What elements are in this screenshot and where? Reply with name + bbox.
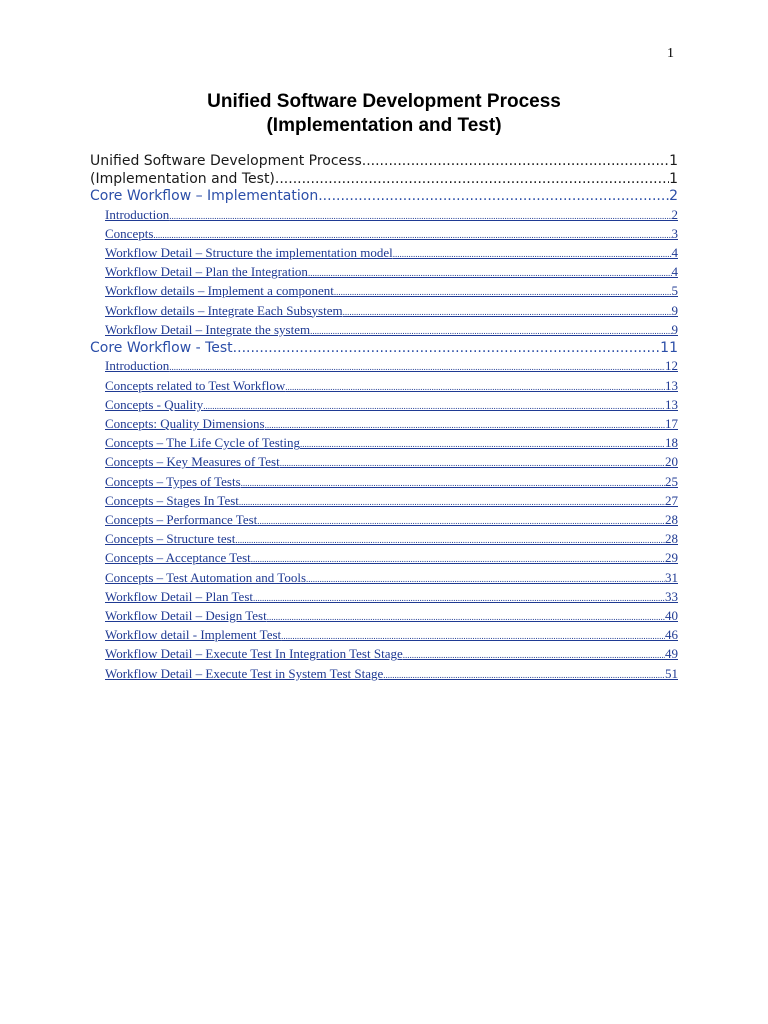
toc-entry-title: Concepts – Types of Tests (105, 473, 241, 489)
toc-entry-title: Workflow Detail – Execute Test in System Test Stage (105, 665, 384, 681)
toc-leader-dots (308, 265, 672, 282)
toc-entry-page: 11 (660, 339, 678, 356)
toc-entry-title: Workflow Detail – Structure the implementation model (105, 244, 393, 260)
toc-heading-entry (90, 171, 678, 189)
page-number: 1 (667, 46, 674, 61)
toc-entry-title: Concepts – Key Measures of Test (105, 454, 280, 470)
toc-entry[interactable] (105, 282, 678, 301)
toc-leader-dots (257, 513, 665, 530)
toc-entry-title: Concepts (105, 225, 154, 241)
toc-leader-dots (239, 494, 665, 511)
toc-entry-title: Workflow Detail – Plan the Integration (105, 264, 308, 280)
toc-leader-dots (318, 188, 669, 206)
toc-leader-dots (383, 667, 665, 684)
toc-leader-dots (235, 532, 665, 549)
toc-entry-page: 13 (665, 377, 678, 393)
toc-entry-page: 33 (665, 588, 678, 604)
toc-entry-title: Concepts – Test Automation and Tools (105, 569, 306, 585)
toc-entry-title: Workflow details – Integrate Each Subsystem (105, 302, 343, 318)
toc-entry-title: Core Workflow – Implementation (90, 188, 319, 204)
toc-entry[interactable] (105, 302, 678, 321)
toc-entry-page: 1 (669, 153, 678, 169)
toc-entry-page: 31 (665, 569, 678, 585)
toc-entry-page: 49 (665, 646, 678, 662)
toc-entry-page: 1 (669, 170, 678, 187)
toc-entry[interactable] (105, 530, 678, 549)
toc-leader-dots (241, 475, 665, 492)
title-line-1: Unified Software Development Process (207, 91, 561, 112)
toc-entry-title: (Implementation and Test) (90, 170, 275, 187)
toc-entry-title: Workflow details – Implement a component (105, 283, 334, 299)
toc-entry-page: 27 (665, 492, 678, 508)
toc-entry-title: Workflow detail - Implement Test (105, 627, 282, 643)
toc-entry[interactable] (105, 225, 678, 244)
toc-entry[interactable] (105, 665, 678, 684)
toc-entry-title: Introduction (105, 358, 170, 374)
toc-entry-title: Concepts – Performance Test (105, 512, 258, 528)
toc-leader-dots (310, 323, 671, 340)
toc-entry[interactable] (105, 206, 678, 225)
toc-entry[interactable] (105, 377, 678, 396)
toc-entry-title: Workflow Detail – Plan Test (105, 588, 254, 604)
toc-entry-title: Unified Software Development Process (90, 153, 362, 169)
toc-leader-dots (362, 153, 669, 171)
toc-entry-page: 2 (669, 188, 678, 204)
toc-entry-page: 9 (671, 302, 678, 318)
toc-entry-title: Workflow Detail – Design Test (105, 608, 267, 624)
toc-heading-entry[interactable] (90, 340, 678, 358)
toc-entry-title: Concepts – The Life Cycle of Testing (105, 435, 301, 451)
toc-entry[interactable] (105, 492, 678, 511)
toc-leader-dots (267, 609, 665, 626)
toc-entry-page: 12 (665, 358, 678, 374)
toc-entry-page: 3 (671, 225, 678, 241)
toc-leader-dots (300, 436, 665, 453)
toc-entry[interactable] (105, 321, 678, 340)
toc-heading-entry[interactable] (90, 188, 678, 206)
toc-entry[interactable] (105, 396, 678, 415)
toc-entry-page: 4 (671, 244, 678, 260)
toc-leader-dots (153, 227, 671, 244)
toc-leader-dots (393, 246, 672, 263)
document-title (0, 90, 768, 138)
toc-entry-page: 40 (665, 608, 678, 624)
toc-entry-page: 9 (671, 321, 678, 337)
toc-entry[interactable] (105, 434, 678, 453)
title-line-2: (Implementation and Test) (266, 115, 502, 136)
toc-entry[interactable] (105, 244, 678, 263)
toc-entry-title: Workflow Detail – Execute Test In Integration Test Stage (105, 646, 403, 662)
toc-entry-title: Concepts: Quality Dimensions (105, 416, 265, 432)
toc-entry-title: Concepts – Acceptance Test (105, 550, 251, 566)
toc-entry-title: Concepts – Structure test (105, 531, 236, 547)
toc-leader-dots (233, 340, 661, 358)
toc-entry-page: 17 (665, 416, 678, 432)
toc-entry[interactable] (105, 357, 678, 376)
toc-entry-page: 28 (665, 512, 678, 528)
toc-entry-page: 25 (665, 473, 678, 489)
toc-entry[interactable] (105, 607, 678, 626)
toc-entry-page: 20 (665, 454, 678, 470)
toc-leader-dots (403, 647, 665, 664)
toc-entry[interactable] (105, 453, 678, 472)
toc-entry[interactable] (105, 473, 678, 492)
toc-leader-dots (281, 628, 665, 645)
toc-entry[interactable] (105, 645, 678, 664)
toc-entry[interactable] (105, 511, 678, 530)
toc-entry[interactable] (105, 415, 678, 434)
toc-entry-title: Introduction (105, 206, 170, 222)
toc-entry-page: 18 (665, 435, 678, 451)
toc-entry-title: Workflow Detail – Integrate the system (105, 321, 311, 337)
toc-heading-entry (90, 153, 678, 171)
toc-leader-dots (253, 590, 665, 607)
toc-entry-page: 46 (665, 627, 678, 643)
toc-entry-page: 51 (665, 665, 678, 681)
toc-leader-dots (169, 208, 671, 225)
toc-entry-title: Concepts – Stages In Test (105, 492, 239, 508)
toc-leader-dots (343, 304, 672, 321)
toc-entry[interactable] (105, 569, 678, 588)
toc-entry-title: Concepts related to Test Workflow (105, 377, 286, 393)
toc-leader-dots (251, 551, 665, 568)
toc-leader-dots (275, 171, 669, 189)
toc-leader-dots (265, 417, 665, 434)
toc-leader-dots (280, 455, 665, 472)
toc-leader-dots (285, 379, 665, 396)
toc-entry[interactable] (105, 588, 678, 607)
toc-entry-page: 4 (671, 264, 678, 280)
toc-entry[interactable] (105, 549, 678, 568)
toc-leader-dots (306, 571, 665, 588)
toc-entry-page: 5 (671, 283, 678, 299)
toc-leader-dots (169, 359, 665, 376)
toc-entry[interactable] (105, 263, 678, 282)
toc-leader-dots (334, 284, 672, 301)
toc-entry-title: Concepts - Quality (105, 396, 204, 412)
toc-leader-dots (203, 398, 665, 415)
toc-entry-page: 13 (665, 396, 678, 412)
toc-entry[interactable] (105, 626, 678, 645)
toc-entry-title: Core Workflow - Test (90, 339, 233, 356)
toc-entry-page: 29 (665, 550, 678, 566)
toc-entry-page: 2 (671, 206, 678, 222)
toc-entry-page: 28 (665, 531, 678, 547)
table-of-contents (90, 153, 678, 684)
